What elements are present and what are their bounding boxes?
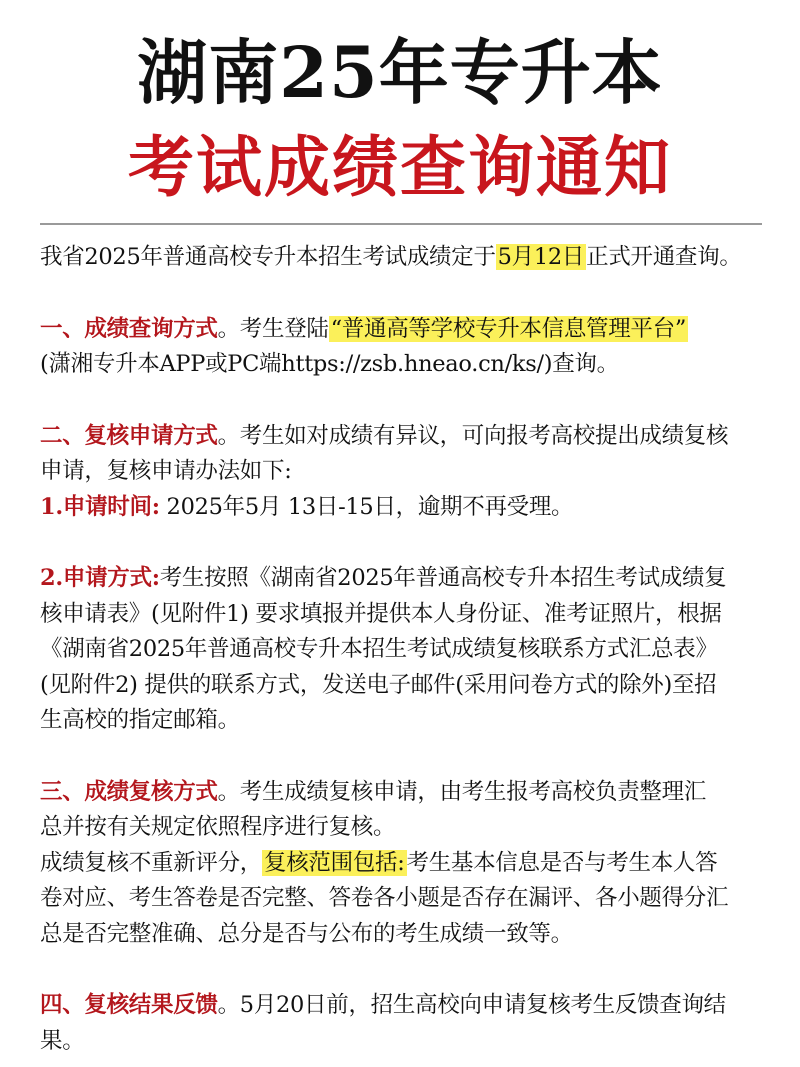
text-segment: 总并按有关规定依照程序进行复核。 [40,814,396,840]
highlighted-text: 5月12日 [497,244,585,270]
paragraph [40,419,770,526]
paragraph-gap [40,276,770,312]
paragraph-gap [40,952,770,988]
text-segment: 。考生登陆 [217,315,329,342]
text-segment: 正式开通查询。 [586,244,742,270]
text-line [40,419,770,455]
section-heading: 2.申请方式: [40,565,160,591]
text-line [40,597,770,633]
section-heading: 三、成绩复核方式 [40,778,218,805]
highlighted-text: “普通高等学校专升本信息管理平台” [330,315,687,342]
text-segment: 果。 [40,1027,85,1054]
paragraph-gap [40,525,770,561]
text-segment: 申请，复核申请办法如下: [40,458,292,484]
paragraph [40,561,770,739]
text-segment: 我省2025年普通高校专升本招生考试成绩定于 [40,244,496,270]
divider [40,223,762,225]
text-segment: 卷对应、考生答卷是否完整、答卷各小题是否存在漏评、各小题得分汇 [40,885,729,911]
paragraph [40,988,770,1059]
text-line [40,347,770,383]
text-line [40,846,770,882]
text-line [40,561,770,597]
text-line [40,881,770,917]
paragraph [40,775,770,953]
text-segment: 。5月20日前，招生高校向申请复核考生反馈查询结 [217,992,726,1018]
text-segment: 2025年5月 13日-15日，逾期不再受理。 [159,493,574,520]
text-line [40,703,770,739]
text-segment: 。考生如对成绩有异议，可向报考高校提出成绩复核 [217,422,729,449]
section-heading: 一、成绩查询方式 [40,315,218,342]
text-line [40,490,770,526]
text-segment: 生高校的指定邮箱。 [40,707,240,733]
text-segment: 《湖南省2025年普通高校专升本招生考试成绩复核联系方式汇总表》 [40,636,718,662]
paragraph [40,240,770,276]
text-line [40,810,770,846]
highlighted-text: 复核范围包括: [264,849,405,876]
paragraph-gap [40,739,770,775]
text-segment: 总是否完整准确、总分是否与公布的考生成绩一致等。 [40,920,573,947]
text-segment: 考生按照《湖南省2025年普通高校专升本招生考试成绩复 [159,565,727,591]
text-line [40,312,770,348]
text-line [40,668,770,704]
text-segment: 考生基本信息是否与考生本人答 [406,849,718,876]
title-line-2: 考试成绩查询通知 [128,128,672,206]
text-line [40,632,770,668]
section-heading: 1.申请时间: [40,493,160,520]
paragraph [40,312,770,383]
text-segment: (见附件2) 提供的联系方式，发送电子邮件(采用问卷方式的除外)至招 [40,671,717,698]
text-segment: 核申请表》(见附件1) 要求填报并提供本人身份证、准考证照片，根据 [40,600,722,627]
paragraph-gap [40,383,770,419]
text-segment: (潇湘专升本APP或PC端https://zsb.hneao.cn/ks/)查询。 [40,351,619,377]
text-line [40,917,770,953]
text-segment: 。考生成绩复核申请，由考生报考高校负责整理汇 [217,778,707,805]
section-heading: 二、复核申请方式 [40,422,218,449]
text-line [40,454,770,490]
section-heading: 四、复核结果反馈 [40,992,218,1018]
text-line [40,240,770,276]
text-line [40,1024,770,1060]
title-line-1: 湖南25年专升本 [137,31,663,114]
notice-body [40,240,770,1059]
text-line [40,775,770,811]
text-line [40,988,770,1024]
text-segment: 成绩复核不重新评分， [40,849,263,876]
